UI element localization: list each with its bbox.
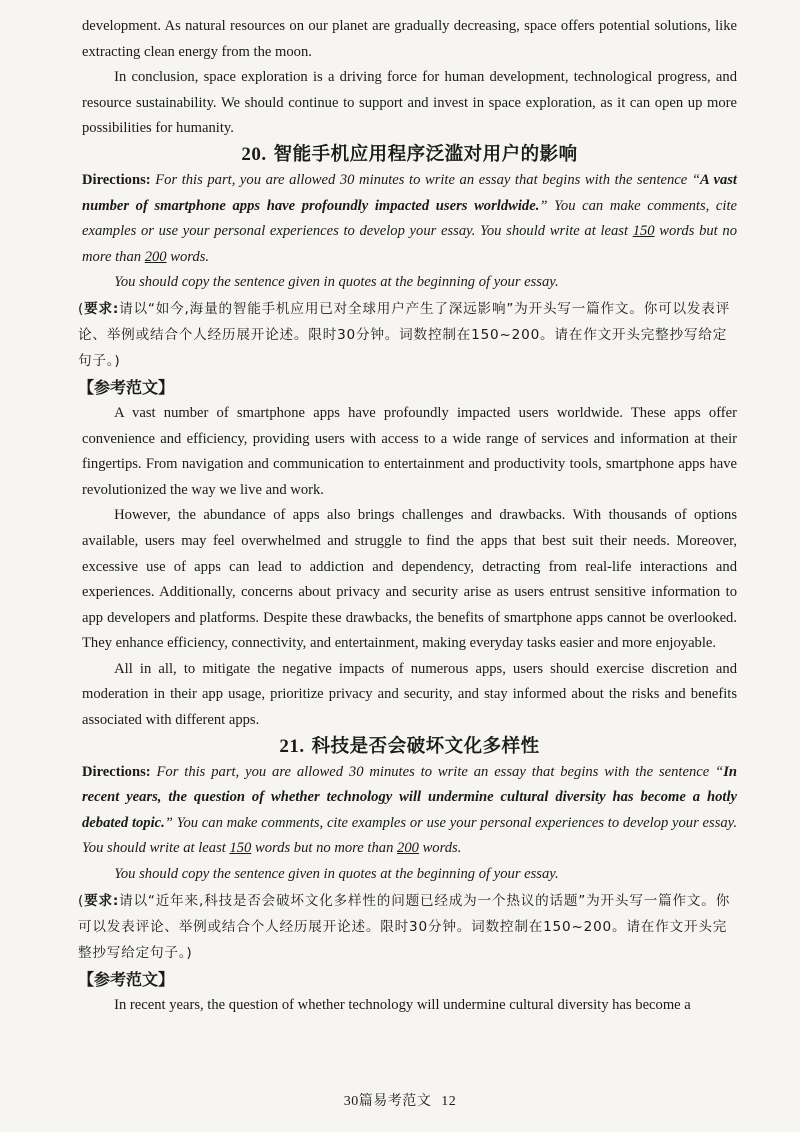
section-20-title: 智能手机应用程序泛滥对用户的影响	[273, 143, 578, 165]
copy-note: You should copy the sentence given in quotes at the beginning of your essay.	[114, 866, 559, 883]
copy-note: You should copy the sentence given in quotes at the beginning of your essay.	[114, 274, 559, 291]
intro-paragraph-2: In conclusion, space exploration is a driving force for human development, technological progress, and resource sustainability. We should continue to support and invest in space exploration, as it can open up more possibilities for humanity.	[82, 69, 737, 137]
directions-text: ” You can make comments, cite examples or use your personal experiences to develop your essay. You should write at least	[82, 197, 737, 240]
directions-label: Directions:	[82, 763, 151, 780]
intro-paragraph-1: development. As natural resources on our planet are gradually decreasing, space offers potential solutions, like extracting clean energy from the moon.	[82, 18, 737, 60]
max-words: 200	[397, 840, 419, 857]
essay-paragraph: All in all, to mitigate the negative impacts of numerous apps, users should exercise discretion and moderation in their app usage, prioritize privacy and security, and stay informed about the risks and benefits associated with different apps.	[82, 660, 737, 729]
prompt-sentence: In recent years, the question of whether technology will undermine cultural diversity has become a hotly debated topic.	[82, 763, 737, 831]
section-21-requirement	[78, 888, 737, 966]
section-21-number: 21.	[279, 735, 305, 757]
min-words: 150	[229, 840, 252, 857]
section-21-directions	[82, 760, 737, 862]
page-number: 12	[441, 1094, 457, 1109]
essay-paragraph: In recent years, the question of whether technology will undermine cultural diversity has become a	[114, 996, 691, 1013]
prompt-sentence: A vast number of smartphone apps have profoundly impacted users worldwide.	[82, 171, 737, 214]
max-words: 200	[144, 248, 167, 265]
section-20-requirement	[78, 296, 737, 374]
section-21-title: 科技是否会破坏文化多样性	[311, 735, 540, 757]
essay-paragraph: However, the abundance of apps also brings challenges and drawbacks. With thousands of options available, users may feel overwhelmed and struggle to find the apps that best suit their needs. Moreover, excessive use of apps can lead to addiction and dependency, detracting from real-life interactions and experiences. Additionally, concerns about privacy and security arise as users entrust sensitive information to app developers and platforms. Despite these drawbacks, the benefits of smartphone apps cannot be overlooked. They enhance efficiency, connectivity, and entertainment, making everyday tasks easier and more enjoyable.	[82, 507, 737, 652]
book-title: 30篇易考范文	[343, 1094, 432, 1109]
reference-essay-label: 【参考范文】	[78, 377, 175, 397]
min-words: 150	[632, 223, 655, 240]
directions-text: words but no more than	[82, 223, 737, 265]
directions-text: words.	[418, 840, 462, 857]
directions-text: ” You can make comments, cite examples or use your personal experiences to develop your essay. You should write at least	[82, 814, 737, 857]
section-21-heading	[82, 734, 737, 760]
section-20-directions	[82, 168, 737, 270]
req-paren: (	[78, 300, 85, 317]
reference-essay-label: 【参考范文】	[78, 969, 175, 989]
page-footer	[0, 1090, 800, 1110]
section-20-number: 20.	[241, 143, 267, 165]
requirement-label: 要求:	[84, 300, 120, 317]
essay-paragraph: A vast number of smartphone apps have profoundly impacted users worldwide. These apps offer convenience and efficiency, providing users with access to a wide range of services and information at their fingertips. From navigation and communication to entertainment and productivity tools, smartphone apps have revolutionized the way we live and work.	[82, 404, 737, 498]
requirement-text: 请以“近年来,科技是否会破坏文化多样性的问题已经成为一个热议的话题”为开头写一篇作文。你可以发表评论、举例或结合个人经历展开论述。限时30分钟。词数控制在150~200。请在作文开头完整抄写给定句子。)	[78, 892, 731, 961]
directions-text: For this part, you are allowed 30 minutes to write an essay that begins with the sentence “	[156, 763, 724, 780]
requirement-text: 请以“如今,海量的智能手机应用已对全球用户产生了深远影响”为开头写一篇作文。你可以发表评论、举例或结合个人经历展开论述。限时30分钟。词数控制在150~200。请在作文开头完整抄写给定句子。)	[78, 300, 731, 369]
directions-text: words but no more than	[251, 840, 398, 857]
directions-label: Directions:	[82, 171, 151, 188]
directions-text: For this part, you are allowed 30 minutes to write an essay that begins with the sentence “	[155, 171, 700, 188]
requirement-label: 要求:	[84, 892, 120, 909]
section-20-heading	[82, 142, 737, 168]
document-page	[78, 14, 737, 1018]
directions-text: words.	[166, 248, 210, 265]
req-paren: (	[78, 892, 85, 909]
